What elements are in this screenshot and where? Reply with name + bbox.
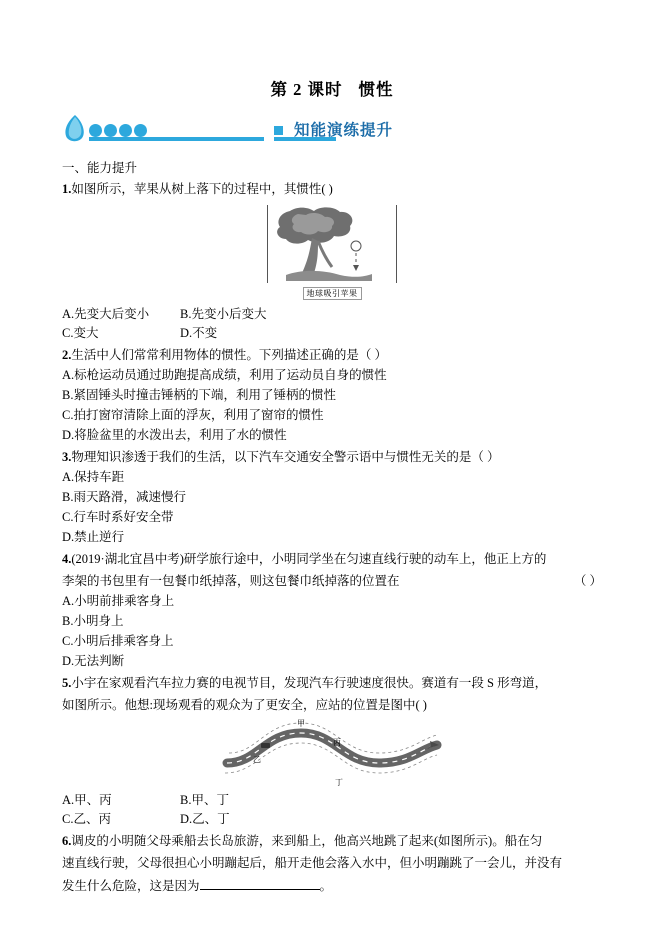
question-5-stem-line-2: 如图所示。他想:现场观看的观众为了更安全，应站的位置是图中( ) <box>62 698 427 712</box>
question-4-stem-line-2: 李架的书包里有一包餐巾纸掉落，则这包餐巾纸掉落的位置在 <box>62 574 400 588</box>
question-6-stem-line-3-pre: 发生什么危险，这是因为 <box>62 879 200 893</box>
question-4-option-b: B.小明身上 <box>62 614 124 628</box>
question-1-option-b: B.先变小后变大 <box>180 307 267 321</box>
question-2-number: 2. <box>62 348 72 362</box>
question-1-options-row-2 <box>62 324 602 343</box>
question-4-stem-line-1: (2019·湖北宜昌中考)研学旅行途中，小明同学坐在匀速直线行驶的动车上，他正上方的 <box>71 552 547 566</box>
section-heading: 一、能力提升 <box>62 161 138 175</box>
question-2 <box>62 346 602 365</box>
question-6-stem-line-2: 速直线行驶，父母很担心小明蹦起后，船开走他会落入水中，但小明蹦跳了一会儿，并没有 <box>62 856 563 870</box>
svg-text:乙: 乙 <box>253 755 261 764</box>
question-3 <box>62 448 602 467</box>
question-6-answer-blank[interactable] <box>200 876 320 890</box>
figure-s-curve <box>217 719 447 789</box>
question-5-number: 5. <box>62 676 72 690</box>
question-3-option-a: A.保持车距 <box>62 470 125 484</box>
pen-icon <box>62 114 88 144</box>
banner-title: 知能演练提升 <box>294 122 394 139</box>
question-4-option-d: D.无法判断 <box>62 654 125 668</box>
question-1-options-row-1 <box>62 305 602 324</box>
svg-text:丙: 丙 <box>333 738 341 747</box>
question-4 <box>62 550 602 569</box>
svg-text:甲: 甲 <box>297 719 305 728</box>
question-5-options-row-2 <box>62 810 602 829</box>
question-3-option-d: D.禁止逆行 <box>62 530 125 544</box>
question-2-option-d: D.将脸盆里的水泼出去，利用了水的惯性 <box>62 428 287 442</box>
question-4-stem-line-2-row <box>62 572 602 591</box>
question-5-option-d: D.乙、丁 <box>180 812 230 826</box>
figure-apple-tree-caption: 地球吸引苹果 <box>303 287 362 300</box>
question-4-option-c: C.小明后排乘客身上 <box>62 634 174 648</box>
question-3-stem: 物理知识渗透于我们的生活，以下汽车交通安全警示语中与惯性无关的是（ ） <box>71 450 500 464</box>
question-6-stem-line-3 <box>62 876 602 896</box>
question-4-option-a: A.小明前排乘客身上 <box>62 594 175 608</box>
page-content <box>62 76 602 896</box>
question-1-stem: 如图所示，苹果从树上落下的过程中，其惯性( ) <box>71 182 333 196</box>
question-5-option-b: B.甲、丁 <box>180 793 229 807</box>
question-6 <box>62 832 602 851</box>
question-1-option-c: C.变大 <box>62 326 99 340</box>
question-6-stem-line-1: 调皮的小明随父母乘船去长岛旅游，来到船上，他高兴地跳了起来(如图所示)。船在匀 <box>71 834 543 848</box>
question-4-number: 4. <box>62 552 72 566</box>
question-3-option-b: B.雨天路滑，减速慢行 <box>62 490 186 504</box>
question-1-option-a: A.先变大后变小 <box>62 307 150 321</box>
question-1 <box>62 180 602 199</box>
question-1-option-d: D.不变 <box>180 326 218 340</box>
question-5-option-a: A.甲、丙 <box>62 793 112 807</box>
banner-dots <box>89 124 147 137</box>
title-main: 惯性 <box>358 80 394 99</box>
banner-line <box>89 137 264 141</box>
s-curve-illustration <box>217 719 447 789</box>
banner-square <box>274 126 283 135</box>
question-5-options-row-1 <box>62 791 602 810</box>
svg-text:丁: 丁 <box>335 778 343 787</box>
question-1-number: 1. <box>62 182 72 196</box>
question-2-option-c: C.拍打窗帘清除上面的浮灰，利用了窗帘的惯性 <box>62 408 324 422</box>
question-5-stem-line-1: 小宇在家观看汽车拉力赛的电视节目，发现汽车行驶速度很快。赛道有一段 S 形弯道， <box>71 676 548 690</box>
question-3-option-c: C.行车时系好安全带 <box>62 510 174 524</box>
question-2-option-a: A.标枪运动员通过助跑提高成绩，利用了运动员自身的惯性 <box>62 368 387 382</box>
question-5-option-c: C.乙、丙 <box>62 812 111 826</box>
title-prefix: 第 2 课时 <box>270 80 343 99</box>
question-4-answer-bracket: （ ） <box>573 574 602 588</box>
figure-apple-tree <box>267 205 397 301</box>
page-title <box>62 76 602 100</box>
apple-tree-illustration <box>268 205 396 283</box>
question-2-option-b: B.紧固锤头时撞击锤柄的下端，利用了锤柄的惯性 <box>62 388 336 402</box>
figure-apple-tree-frame <box>267 205 397 283</box>
question-5 <box>62 674 602 693</box>
question-6-number: 6. <box>62 834 72 848</box>
section-banner <box>62 114 602 148</box>
question-2-stem: 生活中人们常常利用物体的惯性。下列描述正确的是（ ） <box>71 348 388 362</box>
question-6-stem-line-3-post: 。 <box>319 879 333 893</box>
question-3-number: 3. <box>62 450 72 464</box>
